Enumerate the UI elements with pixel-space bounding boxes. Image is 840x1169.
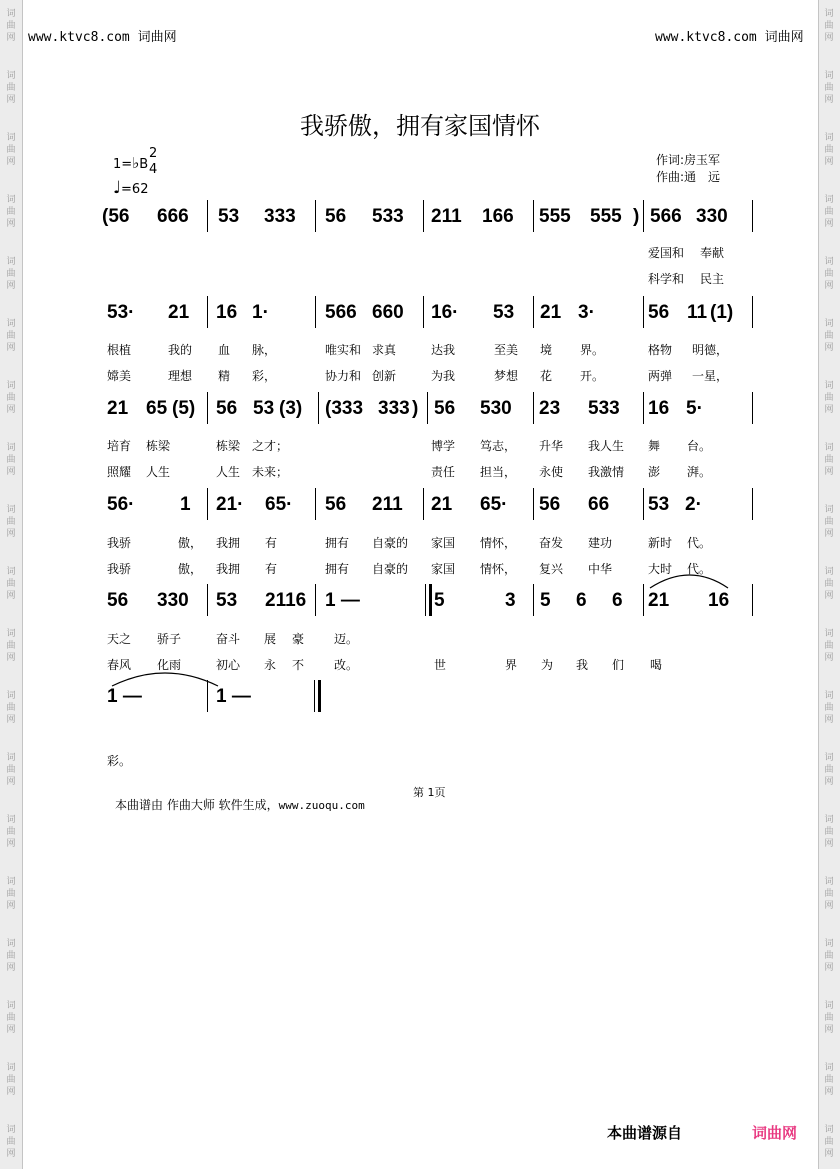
note-group: ) <box>633 206 640 227</box>
note-group: 533 <box>588 398 620 419</box>
lyric-syllable: 民主 <box>700 272 725 286</box>
note-group: (56 <box>102 206 130 227</box>
lyric-syllable: 我拥 <box>216 536 241 550</box>
lyric-syllable: 开。 <box>580 369 605 383</box>
lyric-syllable: 代。 <box>687 536 712 550</box>
note-group: 6 <box>576 590 587 611</box>
note-group: 65· <box>265 494 293 515</box>
lyric-syllable: 唯实和 <box>325 343 362 357</box>
quarter-note-icon: ♩ <box>113 178 122 198</box>
lyric-syllable: 奋发 <box>539 536 564 550</box>
note-group: 5· <box>686 398 703 419</box>
lyric-syllable: 理想 <box>168 369 193 383</box>
lyric-syllable: 花 <box>540 369 553 383</box>
note-group: 333 <box>264 206 296 227</box>
note-group: 53 <box>493 302 515 323</box>
lyric-syllable: 情怀， <box>480 562 517 576</box>
lyric-syllable: 之才； <box>252 439 289 453</box>
side-watermark-text: 词 曲 网 <box>6 815 16 849</box>
note-group: 211 <box>431 206 462 227</box>
lyric-syllable: 自豪的 <box>372 562 409 576</box>
lyric-syllable: 梦想 <box>494 369 519 383</box>
side-watermark-text: 词 曲 网 <box>6 257 16 291</box>
key-prefix: 1= <box>113 157 133 172</box>
note-group: 56 <box>434 398 456 419</box>
flat-icon: ♭ <box>132 154 140 172</box>
note-group: 53 <box>648 494 670 515</box>
note-group: 333 <box>378 398 410 419</box>
note-group: 330 <box>157 590 189 611</box>
note-group: (3) <box>279 398 303 419</box>
side-watermark-text: 词 曲 网 <box>824 753 834 787</box>
side-watermark-text: 词 曲 网 <box>6 71 16 105</box>
lyric-syllable: 人生 <box>216 465 241 479</box>
note-group: 21 <box>648 590 670 611</box>
lyric-syllable: 永 <box>264 658 277 672</box>
lyric-syllable: 至美 <box>494 343 519 357</box>
note-group: (333 <box>325 398 364 419</box>
lyric-syllable: 舞 <box>648 439 661 453</box>
lyric-syllable: 化雨 <box>157 658 182 672</box>
lyric-syllable: 新时 <box>648 536 673 550</box>
generator-site: www.zuoqu.com <box>278 799 365 812</box>
note-group: 555 <box>539 206 571 227</box>
note-group: 1· <box>252 302 269 323</box>
lyric-syllable: 血 <box>218 343 231 357</box>
lyric-syllable: 初心 <box>216 658 241 672</box>
note-group: 16· <box>431 302 459 323</box>
lyric-syllable: 奋斗 <box>216 632 241 646</box>
side-watermark-text: 词 曲 网 <box>6 195 16 229</box>
lyric-syllable: 中华 <box>588 562 613 576</box>
note-group: 666 <box>157 206 189 227</box>
header-watermark-left: www.ktvc8.com 词曲网 <box>28 30 177 45</box>
note-group: 566 <box>650 206 682 227</box>
note-group: 56 <box>216 398 238 419</box>
note-group: 1 — <box>216 686 251 707</box>
lyric-syllable: 栋梁 <box>216 439 241 453</box>
side-watermark-text: 词 曲 网 <box>6 753 16 787</box>
note-group: 566 <box>325 302 357 323</box>
side-watermark-text: 词 曲 网 <box>824 815 834 849</box>
lyric-syllable: 格物 <box>648 343 673 357</box>
lyric-syllable: 永使 <box>539 465 564 479</box>
side-watermark-text: 词 曲 网 <box>824 691 834 725</box>
note-group: 530 <box>480 398 512 419</box>
note-group: 660 <box>372 302 404 323</box>
lyric-syllable: 科学和 <box>648 272 685 286</box>
side-watermark-text: 词 曲 网 <box>6 691 16 725</box>
time-top: 2 <box>149 146 158 161</box>
lyric-syllable: 奉献 <box>700 246 725 260</box>
lyric-syllable: 我骄 <box>107 536 132 550</box>
lyric-syllable: 复兴 <box>539 562 564 576</box>
lyric-syllable: 笃志， <box>480 439 517 453</box>
note-group: 211 <box>372 494 403 515</box>
lyric-syllable: 人生 <box>146 465 171 479</box>
lyric-syllable: 我的 <box>168 343 193 357</box>
lyric-syllable: 我骄 <box>107 562 132 576</box>
lyric-syllable: 我激情 <box>588 465 625 479</box>
side-watermark-text: 词 曲 网 <box>6 443 16 477</box>
side-watermark-text: 词 曲 网 <box>6 319 16 353</box>
note-group: 21 <box>540 302 562 323</box>
lyric-syllable: 大时 <box>648 562 673 576</box>
side-watermark-text: 词 曲 网 <box>6 133 16 167</box>
note-group: 53 <box>253 398 275 419</box>
side-watermark-text: 词 曲 网 <box>6 567 16 601</box>
note-group: 53 <box>218 206 240 227</box>
lyric-syllable: 天之 <box>107 632 132 646</box>
note-group: 1 — <box>107 686 142 707</box>
lyric-syllable: 我拥 <box>216 562 241 576</box>
lyric-syllable: 澎 <box>648 465 661 479</box>
lyric-syllable: 我人生 <box>588 439 625 453</box>
note-group: 533 <box>372 206 404 227</box>
lyric-syllable: 我 <box>576 658 589 672</box>
note-group: 5 <box>434 590 445 611</box>
lyric-syllable: 们 <box>612 658 625 672</box>
side-watermark-text: 词 曲 网 <box>824 505 834 539</box>
lyric-syllable: 嫦美 <box>107 369 132 383</box>
source-label: 本曲谱源自 <box>607 1124 683 1142</box>
lyric-syllable: 脉， <box>252 343 277 357</box>
lyric-syllable: 家国 <box>431 562 456 576</box>
lyric-syllable: 协力和 <box>325 369 362 383</box>
lyric-syllable: 界。 <box>580 343 605 357</box>
lyric-syllable: 爱国和 <box>648 246 685 260</box>
lyric-syllable: 傲， <box>178 562 203 576</box>
lyric-syllable: 为我 <box>431 369 456 383</box>
slur-tie <box>112 673 218 686</box>
header-watermark-right: www.ktvc8.com 词曲网 <box>655 30 804 45</box>
note-group: 555 <box>590 206 622 227</box>
note-group: 21· <box>216 494 244 515</box>
note-group: 56 <box>325 494 347 515</box>
lyric-syllable: 建功 <box>588 536 613 550</box>
lyric-syllable: 不 <box>292 658 305 672</box>
lyric-syllable: 根植 <box>107 343 132 357</box>
lyric-syllable: 为 <box>541 658 554 672</box>
key-note: B <box>139 157 149 172</box>
note-group: 3· <box>578 302 595 323</box>
lyric-syllable: 展 <box>264 632 277 646</box>
note-group: 16 <box>216 302 238 323</box>
side-watermark-text: 词 曲 网 <box>824 319 834 353</box>
side-watermark-text: 词 曲 网 <box>824 629 834 663</box>
note-group: 1 — <box>325 590 360 611</box>
lyric-syllable: 两弹 <box>648 369 673 383</box>
lyric-syllable: 升华 <box>539 439 564 453</box>
song-title: 我骄傲，拥有家国情怀 <box>300 112 540 140</box>
note-group: 166 <box>482 206 514 227</box>
lyric-syllable: 情怀， <box>480 536 517 550</box>
lyric-syllable: 彩， <box>252 369 277 383</box>
lyric-syllable: 拥有 <box>325 536 350 550</box>
side-watermark-text: 词 曲 网 <box>824 133 834 167</box>
time-bottom: 4 <box>149 162 158 177</box>
lyric-syllable: 一星， <box>692 369 729 383</box>
source-brand: 词曲网 <box>752 1124 798 1142</box>
note-group: 330 <box>696 206 728 227</box>
note-group: 65 <box>146 398 168 419</box>
note-group: 21 <box>168 302 190 323</box>
side-watermark-text: 词 曲 网 <box>824 195 834 229</box>
lyric-syllable: 精 <box>218 369 231 383</box>
note-group: 56· <box>107 494 135 515</box>
note-group: 5 <box>540 590 551 611</box>
note-group: 2· <box>685 494 702 515</box>
lyric-syllable: 拥有 <box>325 562 350 576</box>
lyric-syllable: 达我 <box>431 343 456 357</box>
side-watermark-text: 词 曲 网 <box>6 1063 16 1097</box>
lyric-syllable: 责任 <box>431 465 456 479</box>
note-group: 1 <box>180 494 191 515</box>
note-group: 53· <box>107 302 135 323</box>
note-group: ) <box>412 398 419 419</box>
note-group: 6 <box>612 590 623 611</box>
slur-tie <box>650 575 728 588</box>
lyric-syllable: 春风 <box>107 658 132 672</box>
note-group: 56 <box>325 206 347 227</box>
lyric-syllable: 自豪的 <box>372 536 409 550</box>
note-group: 3 <box>505 590 516 611</box>
lyric-syllable: 台。 <box>687 439 712 453</box>
side-watermark-text: 词 曲 网 <box>824 877 834 911</box>
note-group: (1) <box>710 302 734 323</box>
note-group: 56 <box>648 302 670 323</box>
lyricist-credit: 作词:房玉军 <box>656 153 721 167</box>
lyric-syllable: 境 <box>540 343 553 357</box>
lyric-syllable: 有 <box>265 562 278 576</box>
lyric-syllable: 栋梁 <box>146 439 171 453</box>
note-group: 66 <box>588 494 610 515</box>
lyric-syllable: 担当， <box>480 465 517 479</box>
lyric-syllable: 家国 <box>431 536 456 550</box>
lyric-syllable: 求真 <box>372 343 397 357</box>
note-group: 56 <box>107 590 129 611</box>
lyric-syllable: 创新 <box>372 369 397 383</box>
note-group: 21 <box>431 494 453 515</box>
note-group: 56 <box>539 494 561 515</box>
note-group: (5) <box>172 398 196 419</box>
note-group: 16 <box>708 590 730 611</box>
lyric-syllable: 有 <box>265 536 278 550</box>
generator-text: 本曲谱由 作曲大师 软件生成， <box>115 798 279 812</box>
note-group: 2116 <box>265 590 307 611</box>
side-watermark-text: 词 曲 网 <box>824 9 834 43</box>
side-watermark-text: 词 曲 网 <box>824 1063 834 1097</box>
lyric-syllable: 界 <box>505 658 518 672</box>
side-watermark-text: 词 曲 网 <box>824 381 834 415</box>
lyric-syllable: 博学 <box>431 439 456 453</box>
trailing-lyric: 彩。 <box>107 754 132 768</box>
note-group: 21 <box>107 398 129 419</box>
side-watermark-text: 词 曲 网 <box>6 877 16 911</box>
side-watermark-text: 词 曲 网 <box>824 567 834 601</box>
lyric-syllable: 豪 <box>292 632 305 646</box>
note-group: 53 <box>216 590 238 611</box>
lyric-syllable: 世 <box>434 658 447 672</box>
lyric-syllable: 喝 <box>650 658 663 672</box>
lyric-syllable: 照耀 <box>107 465 132 479</box>
side-watermark-text: 词 曲 网 <box>824 443 834 477</box>
note-group: 65· <box>480 494 508 515</box>
side-watermark-text: 词 曲 网 <box>824 257 834 291</box>
side-watermark-text: 词 曲 网 <box>824 71 834 105</box>
generator-credit <box>115 796 365 813</box>
side-watermark-text: 词 曲 网 <box>6 1125 16 1159</box>
side-watermark-text: 词 曲 网 <box>6 629 16 663</box>
side-watermark-text: 词 曲 网 <box>824 939 834 973</box>
side-watermark-text: 词 曲 网 <box>6 939 16 973</box>
lyric-syllable: 迈。 <box>334 632 359 646</box>
lyric-syllable: 未来； <box>252 465 289 479</box>
lyric-syllable: 湃。 <box>687 465 712 479</box>
composer-credit: 作曲:通 远 <box>656 170 721 184</box>
note-group: 11 <box>687 302 708 323</box>
side-watermark-text: 词 曲 网 <box>824 1125 834 1159</box>
lyric-syllable: 骄子 <box>157 632 182 646</box>
lyric-syllable: 傲， <box>178 536 203 550</box>
lyric-syllable: 改。 <box>334 658 359 672</box>
side-watermark-text: 词 曲 网 <box>6 505 16 539</box>
side-watermark-text: 词 曲 网 <box>6 381 16 415</box>
side-watermark-text: 词 曲 网 <box>6 9 16 43</box>
note-group: 16 <box>648 398 670 419</box>
side-watermark-text: 词 曲 网 <box>824 1001 834 1035</box>
tempo-value: =62 <box>121 182 149 197</box>
note-group: 23 <box>539 398 561 419</box>
lyric-syllable: 代。 <box>687 562 712 576</box>
page-number: 第 1页 <box>413 786 446 799</box>
side-watermark-text: 词 曲 网 <box>6 1001 16 1035</box>
lyric-syllable: 明德， <box>692 343 729 357</box>
lyric-syllable: 培育 <box>107 439 132 453</box>
